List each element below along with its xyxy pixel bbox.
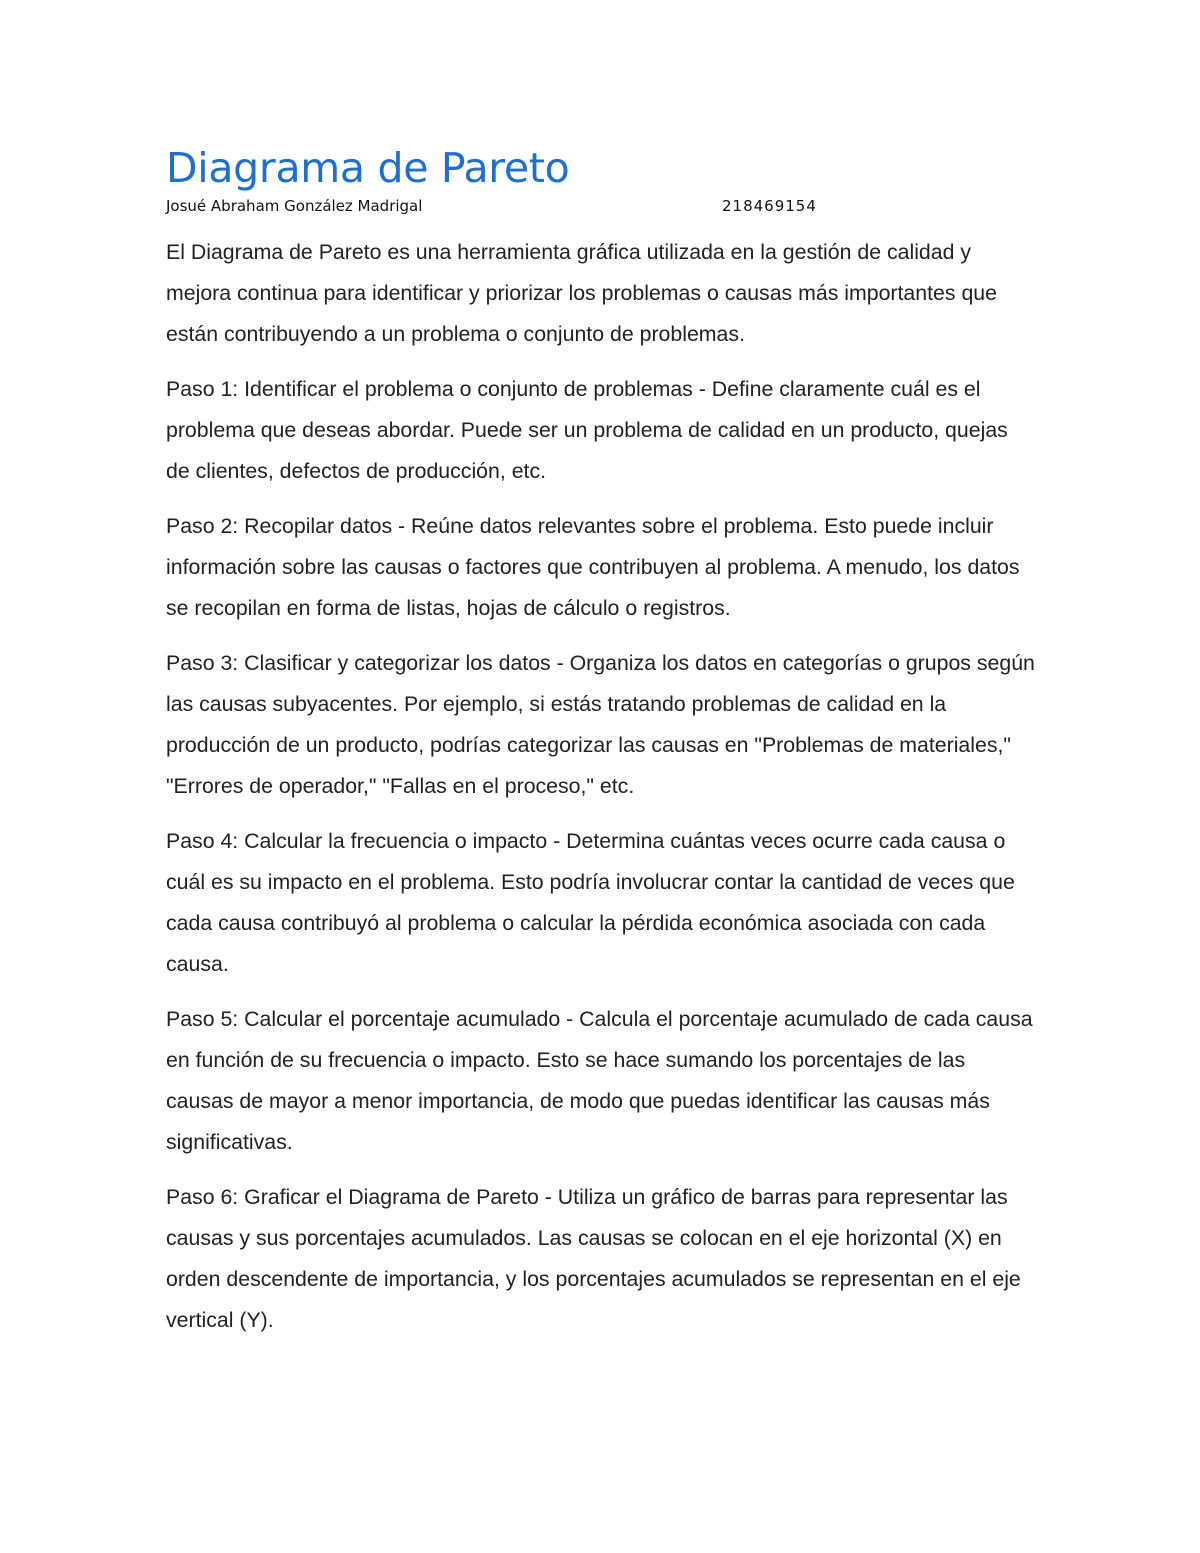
- step-paragraph-3: Paso 3: Clasificar y categorizar los datos - Organiza los datos en categorías o grupos según las causas subyacentes. Por ejemplo, si estás tratando problemas de calidad en la producción de un producto, podrías categorizar las causas en "Problemas de materiales," "Errores de operador," "Fallas en el proceso," etc.: [166, 651, 1035, 798]
- step-paragraph-2: Paso 2: Recopilar datos - Reúne datos relevantes sobre el problema. Esto puede incluir información sobre las causas o factores que contribuyen al problema. A menudo, los datos se recopilan en forma de listas, hojas de cálculo o registros.: [166, 514, 1020, 620]
- step-paragraph-4: Paso 4: Calcular la frecuencia o impacto - Determina cuántas veces ocurre cada causa o cuál es su impacto en el problema. Esto podría involucrar contar la cantidad de veces que cada causa contribuyó al problema o calcular la pérdida económica asociada con cada causa.: [166, 829, 1015, 976]
- document-title: Diagrama de Pareto: [166, 144, 570, 192]
- step-paragraph-6: Paso 6: Graficar el Diagrama de Pareto - Utiliza un gráfico de barras para representar las causas y sus porcentajes acumulados. Las causas se colocan en el eje horizontal (X) en orden descendente de importancia, y los porcentajes acumulados se representan en el eje vertical (Y).: [166, 1185, 1021, 1332]
- student-id: 218469154: [722, 197, 817, 215]
- step-paragraph-1: Paso 1: Identificar el problema o conjunto de problemas - Define claramente cuál es el problema que deseas abordar. Puede ser un problema de calidad en un producto, quejas de clientes, defectos de producción, etc.: [166, 377, 1008, 483]
- author-line: [166, 197, 1036, 223]
- step-paragraph-5: Paso 5: Calcular el porcentaje acumulado - Calcula el porcentaje acumulado de cada causa en función de su frecuencia o impacto. Esto se hace sumando los porcentajes de las causas de mayor a menor importancia, de modo que puedas identificar las causas más significativas.: [166, 1007, 1033, 1154]
- author-name: Josué Abraham González Madrigal: [166, 197, 423, 215]
- document-content: [166, 140, 1036, 1341]
- intro-paragraph: El Diagrama de Pareto es una herramienta gráfica utilizada en la gestión de calidad y mejora continua para identificar y priorizar los problemas o causas más importantes que están contribuyendo a un problema o conjunto de problemas.: [166, 240, 997, 346]
